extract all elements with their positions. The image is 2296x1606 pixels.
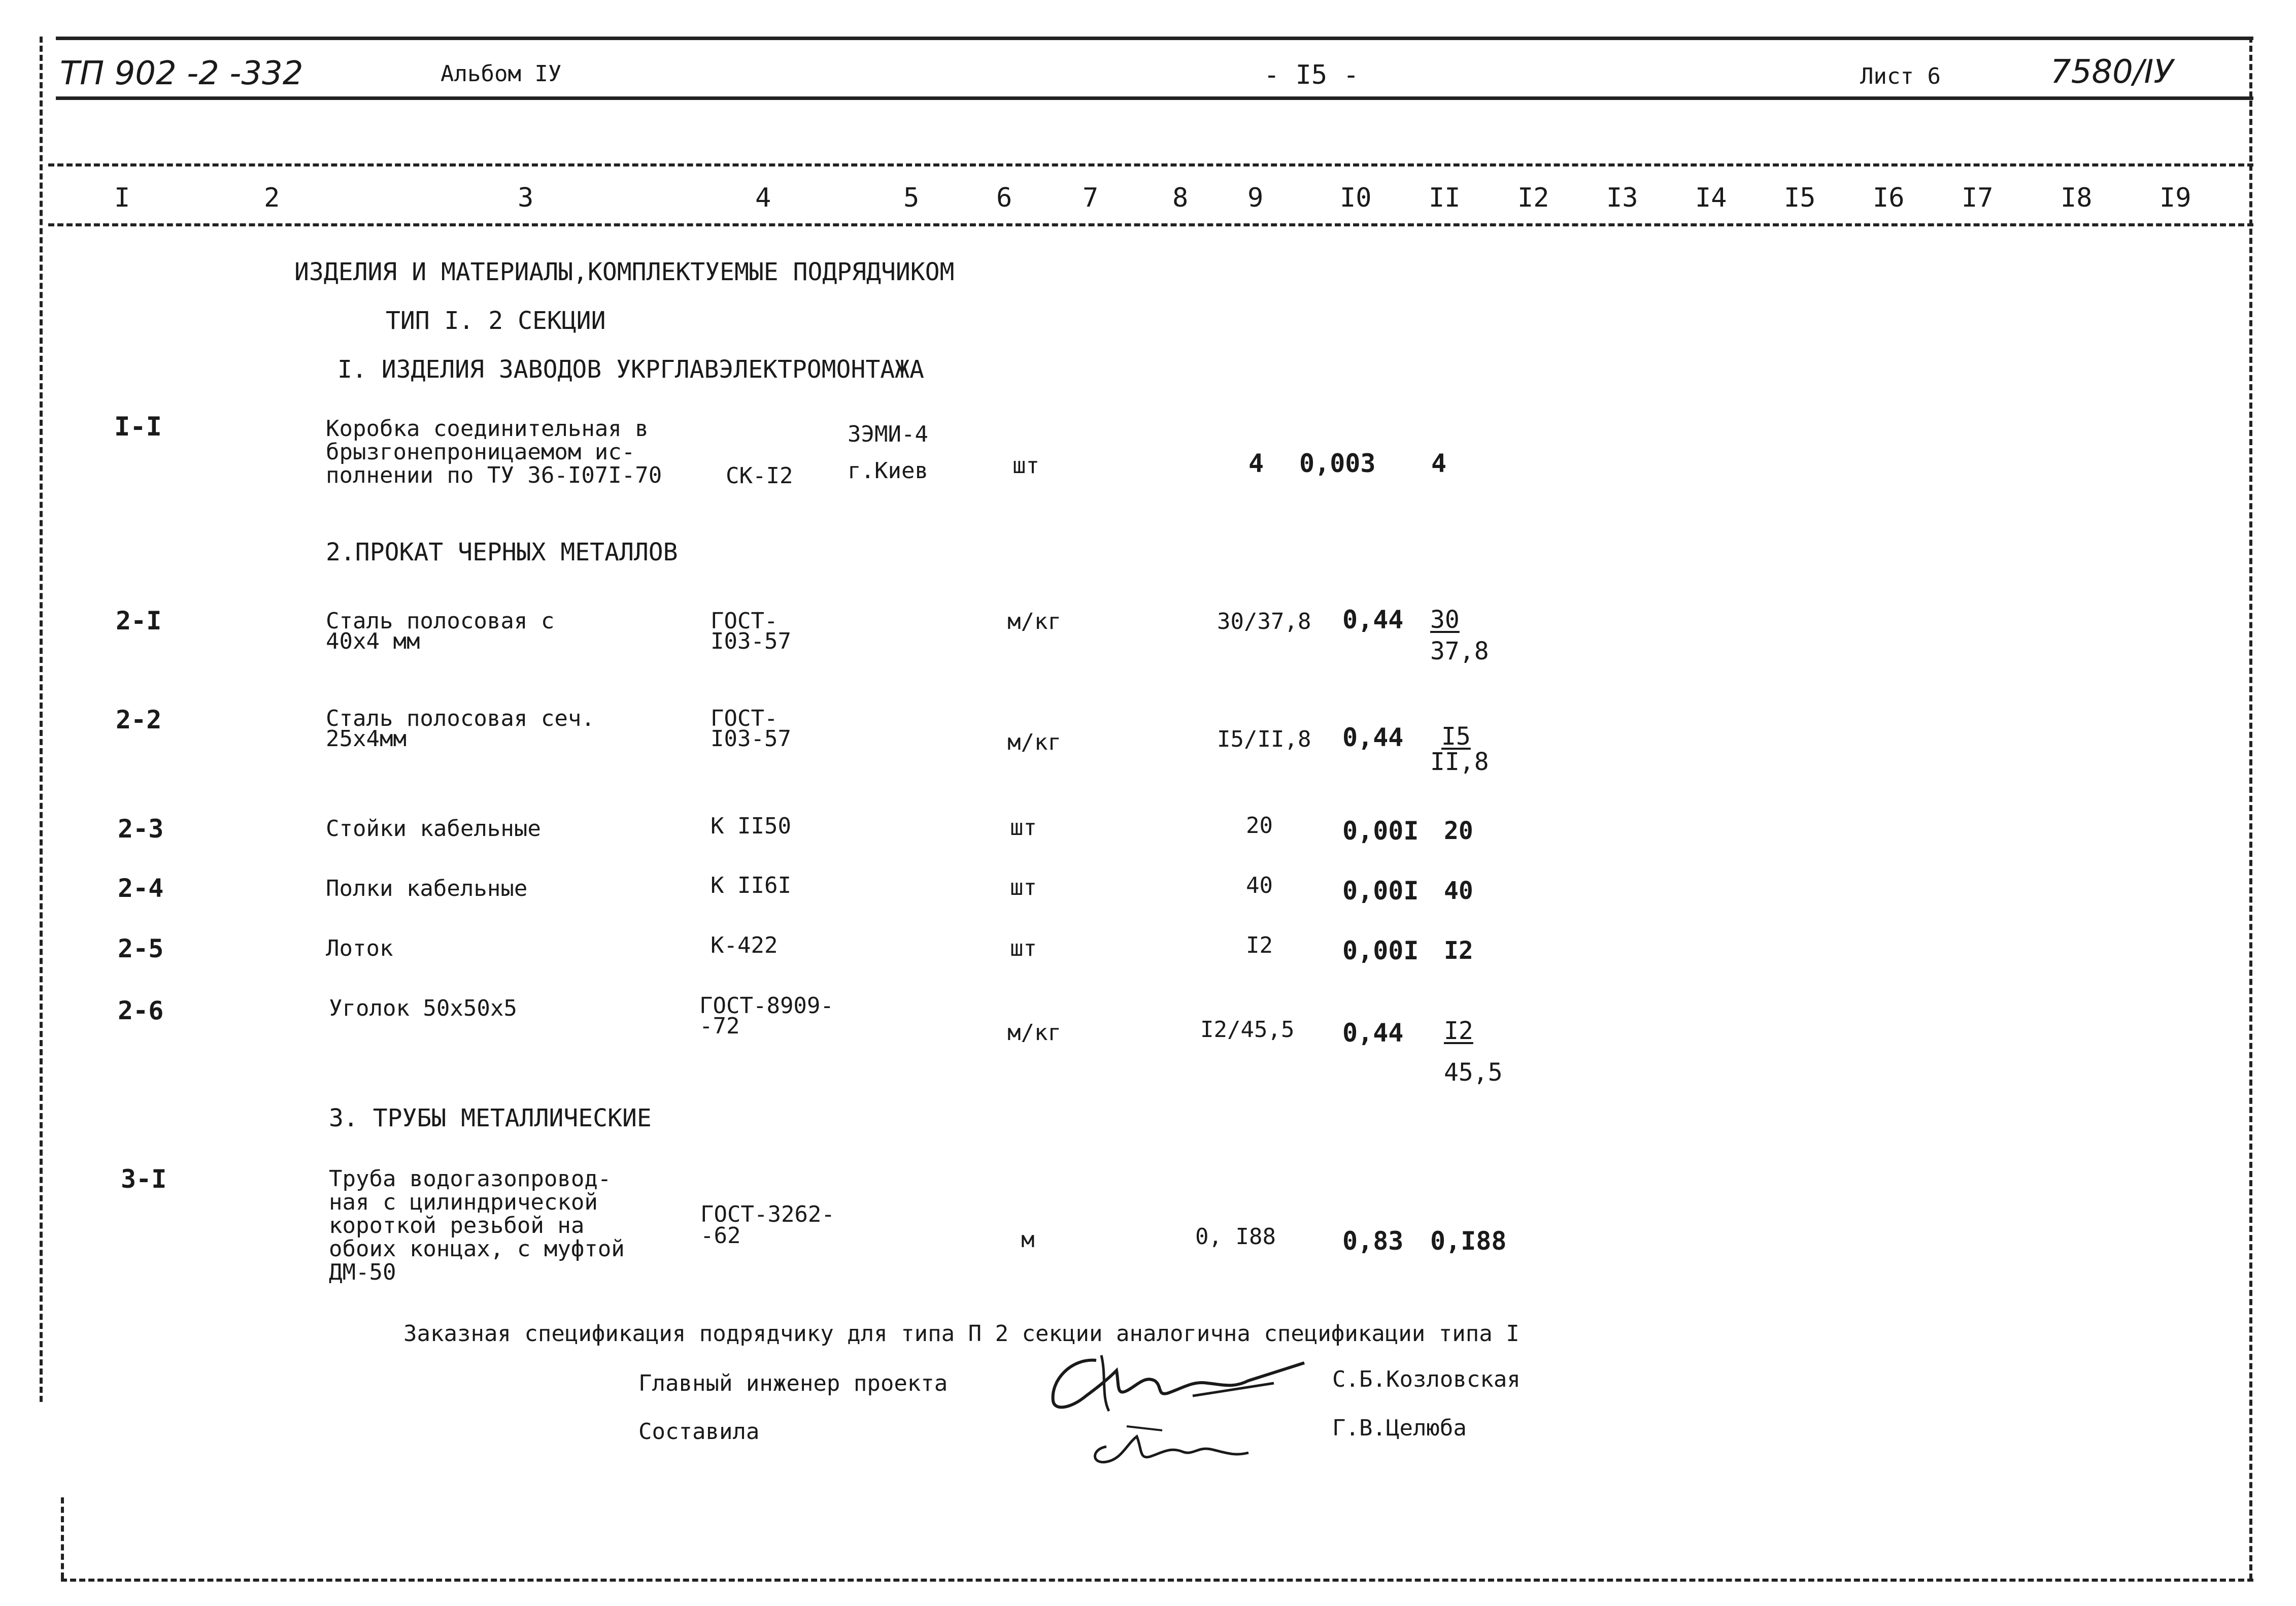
column-number: II <box>1429 183 1461 213</box>
column-numbers-rule <box>48 223 2253 226</box>
column-number: I9 <box>2159 183 2191 213</box>
section-heading-1: I. ИЗДЕЛИЯ ЗАВОДОВ УКРГЛАВЭЛЕКТРОМОНТАЖА <box>337 355 924 384</box>
item-total-denominator: 45,5 <box>1444 1058 1503 1087</box>
item-unit: шт <box>1010 875 1037 900</box>
position-number: 2-4 <box>118 874 164 903</box>
item-name: Сталь полосовая с 40x4 мм <box>326 608 555 654</box>
item-unit: м/кг <box>1007 1020 1061 1046</box>
column-number: I0 <box>1340 183 1372 213</box>
item-type: ГОСТ-8909- -72 <box>699 993 834 1039</box>
item-type: ГОСТ- I03-57 <box>711 608 791 654</box>
item-name: Полки кабельные <box>326 876 528 901</box>
spec-subtitle: ТИП I. 2 СЕКЦИИ <box>386 307 606 335</box>
position-number: 2-2 <box>116 705 162 734</box>
inventory-number: 7580/IУ <box>2050 53 2174 91</box>
column-number: I2 <box>1517 183 1549 213</box>
frame-left-line <box>40 37 43 1402</box>
item-mass: 0,44 <box>1342 605 1404 634</box>
item-type: К-422 <box>711 932 778 958</box>
item-total: 4 <box>1431 449 1447 478</box>
item-name: Стойки кабельные <box>326 816 541 842</box>
item-qty: 20 <box>1246 813 1273 839</box>
item-type: К II50 <box>711 813 791 839</box>
item-type: К II6I <box>711 873 791 898</box>
item-unit: шт <box>1010 815 1037 841</box>
item-qty: I2/45,5 <box>1200 1017 1295 1043</box>
column-number: I4 <box>1695 183 1727 213</box>
item-unit: шт <box>1010 935 1037 961</box>
item-type: ГОСТ-3262- -62 <box>700 1201 835 1249</box>
position-number: 2-6 <box>118 996 164 1025</box>
column-number: 8 <box>1172 183 1189 213</box>
item-total-numerator: I5 <box>1441 722 1471 751</box>
item-type: ГОСТ- I03-57 <box>711 706 791 752</box>
spec-title: ИЗДЕЛИЯ И МАТЕРИАЛЫ,КОМПЛЕКТУЕМЫЕ ПОДРЯДЧИКОМ <box>294 258 955 286</box>
header-bottom-line <box>56 96 2253 100</box>
column-number: 7 <box>1083 183 1099 213</box>
position-number: 2-5 <box>118 934 164 963</box>
album-label: Альбом IУ <box>441 61 562 87</box>
item-qty: 0, I88 <box>1195 1224 1276 1250</box>
column-number: I8 <box>2061 183 2092 213</box>
column-number: I7 <box>1962 183 1994 213</box>
page-number: - I5 - <box>1264 60 1359 90</box>
item-mass: 0,00I <box>1342 876 1419 906</box>
column-number: 3 <box>518 183 534 213</box>
item-mass: 0,003 <box>1299 449 1376 478</box>
item-name: Уголок 50x50x5 <box>329 995 517 1021</box>
compiled-by-label: Составила <box>638 1419 760 1445</box>
column-number: I6 <box>1873 183 1905 213</box>
item-unit: м/кг <box>1007 729 1061 755</box>
item-qty: I2 <box>1246 932 1273 958</box>
chief-engineer-label: Главный инженер проекта <box>638 1370 948 1396</box>
column-number: 5 <box>903 183 920 213</box>
frame-left-lower-line <box>61 1497 64 1579</box>
item-qty: 40 <box>1246 873 1273 898</box>
position-number: I-I <box>114 412 162 442</box>
item-qty: 30/37,8 <box>1217 609 1311 634</box>
item-qty: 4 <box>1248 449 1264 478</box>
chief-engineer-name: С.Б.Козловская <box>1332 1366 1521 1392</box>
item-total-numerator: 30 <box>1430 606 1460 634</box>
footer-note: Заказная спецификация подрядчику для типа П 2 секции аналогична спецификации типа I <box>403 1321 1520 1347</box>
compiled-by-signature <box>1086 1416 1259 1472</box>
item-mass: 0,83 <box>1342 1226 1404 1256</box>
item-maker: ЗЭМИ-4 г.Киев <box>848 421 928 484</box>
section-heading-2: 2.ПРОКАТ ЧЕРНЫХ МЕТАЛЛОВ <box>326 538 678 566</box>
doc-code: ТП 902 -2 -332 <box>60 55 303 92</box>
column-number: 2 <box>264 183 280 213</box>
item-type: СК-I2 <box>726 463 793 489</box>
column-number: I <box>114 183 130 213</box>
item-unit: м/кг <box>1007 609 1061 634</box>
position-number: 2-3 <box>118 814 164 844</box>
position-number: 3-I <box>121 1164 167 1194</box>
item-unit: м <box>1021 1227 1035 1253</box>
header-rule <box>48 163 2253 166</box>
item-total-denominator: II,8 <box>1430 748 1489 776</box>
item-mass: 0,44 <box>1342 723 1404 752</box>
column-number: 4 <box>755 183 771 213</box>
frame-top-line <box>56 37 2253 40</box>
column-number: 9 <box>1247 183 1264 213</box>
item-name: Труба водогазопровод- ная с цилиндрической короткой резьбой на обоих концах, с муфтой ДМ-50 <box>329 1166 625 1285</box>
item-total: 20 <box>1444 817 1473 845</box>
item-name: Коробка соединительная в брызгонепроницаемом ис- полнении по ТУ 36-I07I-70 <box>326 416 662 488</box>
item-mass: 0,00I <box>1342 936 1419 965</box>
chief-engineer-signature <box>1040 1340 1314 1426</box>
column-number: I5 <box>1784 183 1816 213</box>
item-total: 40 <box>1444 877 1473 905</box>
compiled-by-name: Г.В.Целюба <box>1332 1415 1467 1441</box>
frame-right-line <box>2249 37 2252 1580</box>
item-mass: 0,44 <box>1342 1018 1404 1048</box>
item-total: I2 <box>1444 936 1473 965</box>
item-qty: I5/II,8 <box>1217 726 1311 752</box>
item-total: 0,I88 <box>1430 1226 1507 1256</box>
column-number: I3 <box>1606 183 1638 213</box>
position-number: 2-I <box>116 606 162 635</box>
item-total-denominator: 37,8 <box>1430 637 1489 665</box>
column-number: 6 <box>996 183 1012 213</box>
item-total-numerator: I2 <box>1444 1017 1473 1045</box>
item-unit: шт <box>1012 453 1039 479</box>
section-heading-3: 3. ТРУБЫ МЕТАЛЛИЧЕСКИЕ <box>329 1104 652 1132</box>
item-name: Сталь полосовая сеч. 25x4мм <box>326 706 595 752</box>
item-name: Лоток <box>326 935 393 961</box>
sheet-label: Лист 6 <box>1860 63 1941 89</box>
item-mass: 0,00I <box>1342 816 1419 846</box>
frame-bottom-line <box>61 1579 2253 1582</box>
